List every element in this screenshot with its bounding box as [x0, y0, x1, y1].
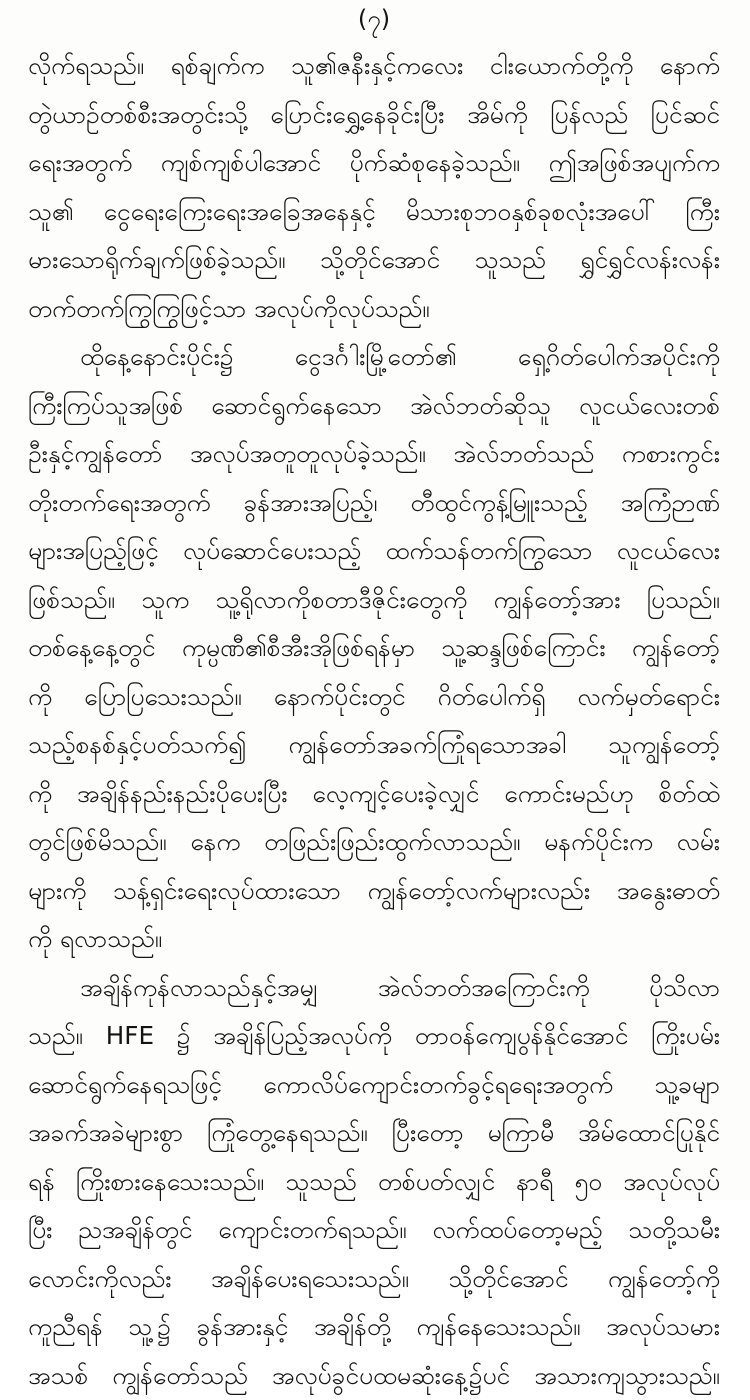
text-line: ကို ရလာသည်။	[28, 915, 720, 964]
text-line: အသစ် ကျွန်တော်သည် အလုပ်ခွင်ပထမဆုံးနေ့၌ပင် အသားကျသွားသည်။	[28, 1352, 720, 1400]
text-line: ဦးနှင့်ကျွန်တော် အလုပ်အတူတူလုပ်ခဲ့သည်။ အဲလ်ဘတ်သည် ကစားကွင်း	[28, 430, 720, 479]
text-line: တွဲယာဉ်တစ်စီးအတွင်းသို့ ပြောင်းရွှေ့နေခိုင်းပြီး အိမ်ကို ပြန်လည် ပြင်ဆင်	[28, 91, 720, 140]
text-line: ပြီး ညအချိန်တွင် ကျောင်းတက်ရသည်။ လက်ထပ်တော့မည့် သတို့သမီး	[28, 1206, 720, 1255]
text-line: တွင်ဖြစ်မိသည်။ နေက တဖြည်းဖြည်းထွက်လာသည်။ မနက်ပိုင်းက လမ်း	[28, 818, 720, 867]
text-line: များကို သန့်ရှင်းရေးလုပ်ထားသော ကျွန်တော့်လက်များလည်း အနွေးဓာတ်	[28, 867, 720, 916]
text-line: ကို အချိန်နည်းနည်းပိုပေးပြီး လေ့ကျင့်ပေးခဲ့လျှင် ကောင်းမည်ဟု စိတ်ထဲ	[28, 770, 720, 819]
text-line: ရန် ကြိုးစားနေသေးသည်။ သူသည် တစ်ပတ်လျှင် နာရီ ၅၀ အလုပ်လုပ်	[28, 1158, 720, 1207]
text-line: ကူညီရန် သူ့၌ ခွန်အားနှင့် အချိန်တို့ ကျန်နေသေးသည်။ အလုပ်သမား	[28, 1303, 720, 1352]
text-line: တိုးတက်ရေးအတွက် ခွန်အားအပြည့်၊ တီထွင်ကွန့်မြူးသည့် အကြံဉာဏ်	[28, 479, 720, 528]
text-line: လောင်းကိုလည်း အချိန်ပေးရသေးသည်။ သို့တိုင်အောင် ကျွန်တော့်ကို	[28, 1255, 720, 1304]
paragraph-1	[28, 42, 720, 333]
text-line: မားသောရိုက်ချက်ဖြစ်ခဲ့သည်။ သို့တိုင်အောင် သူသည် ရွှင်ရွှင်လန်းလန်း	[28, 236, 720, 285]
paragraph-2	[28, 333, 720, 964]
text-line: ရေးအတွက် ကျစ်ကျစ်ပါအောင် ပိုက်ဆံစုနေခဲ့သည်။ ဤအဖြစ်အပျက်က	[28, 139, 720, 188]
text-line: တက်တက်ကြွကြွဖြင့်သာ အလုပ်ကိုလုပ်သည်။	[28, 285, 720, 334]
paragraph-3	[28, 964, 720, 1400]
text-line: သည်။ HFE ၌ အချိန်ပြည့်အလုပ်ကို တာဝန်ကျေပွန်နိုင်အောင် ကြိုးပမ်း	[28, 1012, 720, 1061]
text-line: တစ်နေ့နေ့တွင် ကုမ္ပဏီ၏စီအီးအိုဖြစ်ရန်မှာ သူ့ဆန္ဒဖြစ်ကြောင်း ကျွန်တော့်	[28, 624, 720, 673]
text-line: သူ၏ ငွေရေးကြေးရေးအခြေအနေနှင့် မိသားစုဘဝနှစ်ခုစလုံးအပေါ် ကြီး	[28, 188, 720, 237]
text-line: ကို ပြောပြသေးသည်။ နောက်ပိုင်းတွင် ဂိတ်ပေါက်ရှိ လက်မှတ်ရောင်း	[28, 673, 720, 722]
text-line: ဆောင်ရွက်နေရသဖြင့် ကောလိပ်ကျောင်းတက်ခွင့်ရရေးအတွက် သူ့ခမျာ	[28, 1061, 720, 1110]
text-line: လိုက်ရသည်။ ရစ်ချက်က သူ၏ဇနီးနှင့်ကလေး ငါးယောက်တို့ကို နောက်	[28, 42, 720, 91]
text-line: သည့်စနစ်နှင့်ပတ်သက်၍ ကျွန်တော်အခက်ကြုံရသောအခါ သူကျွန်တော့်	[28, 721, 720, 770]
text-line: အခက်အခဲများစွာ ကြုံတွေ့နေရသည်။ ပြီးတော့ မကြာမီ အိမ်ထောင်ပြုနိုင်	[28, 1109, 720, 1158]
page-number: (၇)	[28, 2, 720, 38]
text-line: ကြီးကြပ်သူအဖြစ် ဆောင်ရွက်နေသော အဲလ်ဘတ်ဆိုသူ လူငယ်လေးတစ်	[28, 382, 720, 431]
text-line: ထိုနေ့နောင်းပိုင်း၌ ငွေဒင်္ဂါးမြို့တော်၏ ရှေ့ဂိတ်ပေါက်အပိုင်းကို	[28, 333, 720, 382]
text-line: များအပြည့်ဖြင့် လုပ်ဆောင်ပေးသည့် ထက်သန်တက်ကြွသော လူငယ်လေး	[28, 527, 720, 576]
text-line: ဖြစ်သည်။ သူက သူ့ရိုလာကိုစတာဒီဇိုင်းတွေကို ကျွန်တော့်အား ပြသည်။	[28, 576, 720, 625]
text-line: အချိန်ကုန်လာသည်နှင့်အမျှ အဲလ်ဘတ်အကြောင်းကို ပိုသိလာ	[28, 964, 720, 1013]
